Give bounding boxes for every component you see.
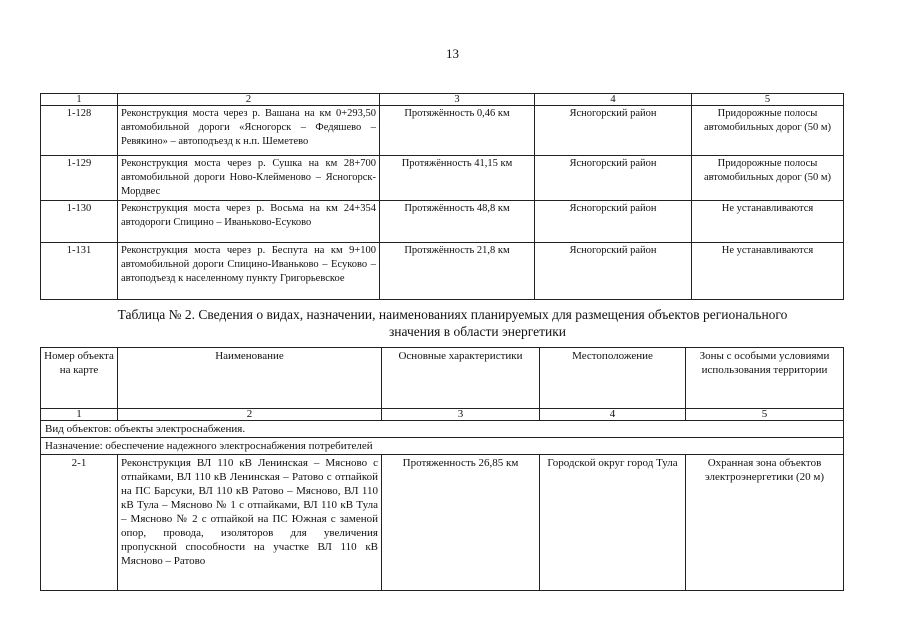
object-zones: Охранная зона объектов электроэнергетики (20 м) bbox=[686, 455, 844, 591]
table-row bbox=[41, 455, 844, 591]
roads-table bbox=[40, 93, 844, 300]
index-cell: 2 bbox=[118, 94, 380, 106]
index-cell: 1 bbox=[41, 409, 118, 421]
object-characteristics: Протяжённость 0,46 км bbox=[380, 106, 535, 156]
object-number: 1-131 bbox=[41, 243, 118, 300]
table-2-title bbox=[0, 306, 905, 340]
object-number: 1-130 bbox=[41, 201, 118, 243]
table-row bbox=[41, 156, 844, 201]
object-location: Ясногорский район bbox=[535, 156, 692, 201]
object-location: Ясногорский район bbox=[535, 243, 692, 300]
object-zones: Придорожные полосы автомобильных дорог (50 м) bbox=[692, 156, 844, 201]
index-cell: 5 bbox=[692, 94, 844, 106]
page-number: 13 bbox=[446, 46, 459, 61]
table-row bbox=[41, 201, 844, 243]
object-name: Реконструкция моста через р. Беспута на км 9+100 автомобильной дороги Спицино-Иваньково – Есуково – автоподъезд к населенному пункту Григорьевское bbox=[118, 243, 380, 300]
object-number: 1-128 bbox=[41, 106, 118, 156]
index-cell: 4 bbox=[535, 94, 692, 106]
table-2-title-line-1: Таблица № 2. Сведения о видах, назначении, наименованиях планируемых для размещения объектов регионального bbox=[117, 307, 788, 322]
column-header: Местоположение bbox=[540, 348, 686, 409]
table-index-row bbox=[41, 94, 844, 106]
purpose-row bbox=[41, 438, 844, 455]
object-characteristics: Протяжённость 41,15 км bbox=[380, 156, 535, 201]
index-cell: 2 bbox=[118, 409, 382, 421]
object-zones: Не устанавливаются bbox=[692, 243, 844, 300]
table-header-row bbox=[41, 348, 844, 409]
column-header: Основные характеристики bbox=[382, 348, 540, 409]
object-purpose: Назначение: обеспечение надежного электроснабжения потребителей bbox=[41, 438, 844, 455]
column-header: Зоны с особыми условиями использования территории bbox=[686, 348, 844, 409]
table-index-row bbox=[41, 409, 844, 421]
object-name: Реконструкция моста через р. Вашана на км 0+293,50 автомобильной дороги «Ясногорск – Федяшево – Ревякино» – автоподъезд к н.п. Шеметево bbox=[118, 106, 380, 156]
object-type: Вид объектов: объекты электроснабжения. bbox=[41, 421, 844, 438]
index-cell: 5 bbox=[686, 409, 844, 421]
column-header: Номер объекта на карте bbox=[41, 348, 118, 409]
object-number: 2-1 bbox=[41, 455, 118, 591]
object-zones: Придорожные полосы автомобильных дорог (50 м) bbox=[692, 106, 844, 156]
table-2-title-line-2: значения в области энергетики bbox=[388, 324, 567, 339]
index-cell: 4 bbox=[540, 409, 686, 421]
object-name: Реконструкция моста через р. Сушка на км 28+700 автомобильной дороги Ново-Клейменово – Ясногорск-Мордвес bbox=[118, 156, 380, 201]
index-cell: 3 bbox=[382, 409, 540, 421]
index-cell: 1 bbox=[41, 94, 118, 106]
table-row bbox=[41, 243, 844, 300]
object-type-row bbox=[41, 421, 844, 438]
object-location: Городской округ город Тула bbox=[540, 455, 686, 591]
object-number: 1-129 bbox=[41, 156, 118, 201]
object-location: Ясногорский район bbox=[535, 201, 692, 243]
object-characteristics: Протяженность 26,85 км bbox=[382, 455, 540, 591]
object-characteristics: Протяжённость 48,8 км bbox=[380, 201, 535, 243]
object-characteristics: Протяжённость 21,8 км bbox=[380, 243, 535, 300]
object-zones: Не устанавливаются bbox=[692, 201, 844, 243]
object-name: Реконструкция моста через р. Восьма на км 24+354 автодороги Спицино – Иваньково-Есуково bbox=[118, 201, 380, 243]
object-name: Реконструкция ВЛ 110 кВ Ленинская – Мясново с отпайками, ВЛ 110 кВ Ленинская – Ратово с отпайкой на ПС Барсуки, ВЛ 110 кВ Ратово – Мясново, ВЛ 110 кВ Тула – Мясново № 1 с отпайками, ВЛ 110 кВ Тула – Мясново № 2 с отпайкой на ПС Южная с заменой опор, провода, изоляторов для увеличения пропускной способности на участке ВЛ 110 кВ Мясново – Ратово bbox=[118, 455, 382, 591]
index-cell: 3 bbox=[380, 94, 535, 106]
table-row bbox=[41, 106, 844, 156]
energy-objects-table bbox=[40, 347, 844, 591]
column-header: Наименование bbox=[118, 348, 382, 409]
object-location: Ясногорский район bbox=[535, 106, 692, 156]
